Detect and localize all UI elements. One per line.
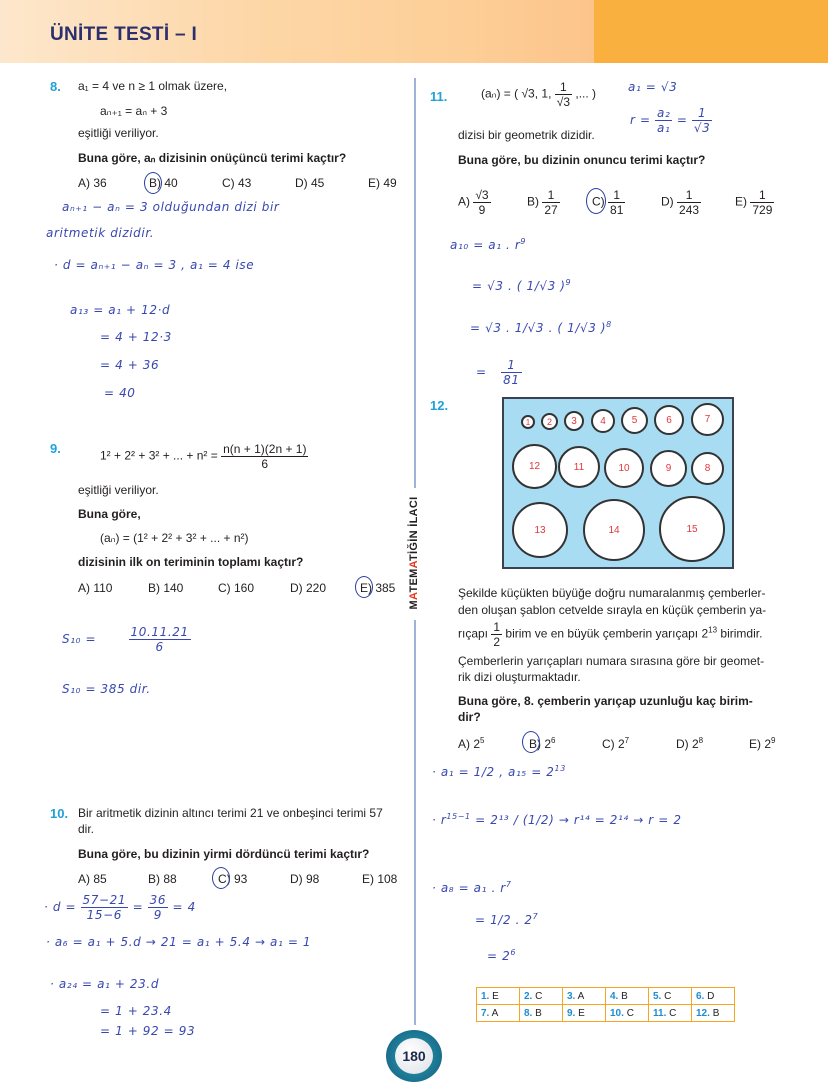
handwritten-work: a₁₃ = a₁ + 12·d — [70, 303, 171, 317]
answer-key-row — [477, 1005, 735, 1022]
question-text: rik dizi oluşturmaktadır. — [458, 670, 581, 684]
answer-mark-circle — [144, 172, 162, 194]
option-e[interactable]: E) 108 — [362, 872, 398, 886]
answer-key-cell: 3. A — [563, 988, 606, 1005]
question-text: eşitliği veriliyor. — [78, 483, 159, 497]
option-c[interactable]: C) 160 — [218, 581, 255, 595]
answer-key-cell: 9. E — [563, 1005, 606, 1022]
formula: (aₙ) = ( √3, 1, $\frac{1}{√3}$ ,... ) — [481, 80, 597, 109]
handwritten-work: = 40 — [104, 386, 136, 400]
answer-key-table — [476, 987, 735, 1022]
question-number: 9. — [50, 441, 61, 456]
question-text: den oluşan şablon cetvelde sırayla en küçük çemberin ya- — [458, 603, 767, 617]
question-prompt: Buna göre, bu dizinin yirmi dördüncü terimi kaçtır? — [78, 847, 370, 861]
option-e[interactable]: E) $2^9$ — [749, 736, 776, 751]
fraction: $\frac{n(n + 1)(2n + 1)}{6}$ — [223, 442, 307, 471]
question-number: 12. — [430, 398, 449, 413]
handwritten-work: = 1 + 23.4 — [100, 1004, 172, 1018]
handwritten-work: = 1/2 . $2^7$ — [475, 912, 539, 927]
handwritten-work: aₙ₊₁ − aₙ = 3 olduğundan dizi bir — [62, 200, 280, 214]
answer-key-row — [477, 988, 735, 1005]
handwritten-work: S₁₀ = 385 dir. — [62, 682, 151, 696]
circle-12: 12 — [512, 444, 557, 489]
option-b[interactable]: B) 140 — [148, 581, 184, 595]
answer-mark-circle — [355, 576, 373, 598]
circle-9: 9 — [650, 450, 687, 487]
answer-mark-circle — [212, 867, 230, 889]
option-a[interactable]: A) $2^5$ — [458, 736, 485, 751]
question-number: 10. — [50, 806, 69, 821]
page-number: 180 — [395, 1038, 433, 1074]
handwritten-work: = 4 + 36 — [100, 358, 160, 372]
answer-key-cell: 6. D — [692, 988, 735, 1005]
header-accent-block — [594, 0, 828, 63]
circle-8: 8 — [691, 452, 724, 485]
circle-13: 13 — [512, 502, 568, 558]
handwritten-work: = $\frac{1}{81}$ — [476, 358, 520, 387]
question-text: dir. — [78, 822, 95, 836]
answer-key-cell: 10. C — [606, 1005, 649, 1022]
option-b[interactable]: B) $2^6$ — [529, 736, 556, 751]
handwritten-work: a₁ = √3 — [628, 80, 678, 94]
handwritten-work: = 4 + 12·3 — [100, 330, 172, 344]
page-header — [0, 0, 828, 63]
option-b[interactable]: B) 40 — [149, 176, 178, 190]
handwritten-work: · d = aₙ₊₁ − aₙ = 3 , a₁ = 4 ise — [54, 258, 255, 272]
handwritten-work: · d = $\frac{57-21}{15-6}$ = $\frac{36}{9}$ = 4 — [44, 893, 196, 922]
handwritten-work: · $r^{15-1} = 2^{13} / (1/2) \to r^{14} = 2^{14} \to r = 2$ — [432, 812, 682, 827]
answer-key-cell: 4. B — [606, 988, 649, 1005]
page-title: ÜNİTE TESTİ – I — [50, 24, 198, 45]
option-d[interactable]: D) 45 — [295, 176, 325, 190]
question-text: a₁ = 4 ve n ≥ 1 olmak üzere, — [78, 79, 228, 93]
handwritten-work: = 1 + 92 = 93 — [100, 1024, 196, 1038]
option-c[interactable]: C) $2^7$ — [602, 736, 630, 751]
answer-mark-circle — [522, 731, 540, 753]
circle-6: 6 — [654, 405, 684, 435]
answer-key-cell: 12. B — [692, 1005, 735, 1022]
handwritten-work: S₁₀ = $\frac{10.11.21}{6}$ — [62, 625, 189, 654]
answer-key-cell: 1. E — [477, 988, 520, 1005]
formula — [100, 442, 308, 471]
handwritten-work: aritmetik dizidir. — [46, 226, 155, 240]
question-prompt: Buna göre, bu dizinin onuncu terimi kaçtır? — [458, 153, 706, 167]
option-c[interactable]: C) $\frac{1}{81}$ — [592, 188, 624, 217]
option-b[interactable]: B) $\frac{1}{27}$ — [527, 188, 558, 217]
answer-key-cell: 2. C — [520, 988, 563, 1005]
option-a[interactable]: A) 36 — [78, 176, 107, 190]
option-c[interactable]: C) 43 — [222, 176, 252, 190]
question-prompt: dir? — [458, 710, 481, 724]
circle-1: 1 — [521, 415, 535, 429]
question-text: dizisi bir geometrik dizidir. — [458, 128, 595, 142]
circle-4: 4 — [591, 409, 615, 433]
handwritten-work: = $2^6$ — [487, 948, 517, 963]
brand-vertical-text: MATEMATİĞİN İLACI — [408, 496, 420, 610]
circle-7: 7 — [691, 403, 724, 436]
circle-3: 3 — [564, 411, 584, 431]
handwritten-work: · a₆ = a₁ + 5.d → 21 = a₁ + 5.4 → a₁ = 1 — [46, 935, 312, 949]
question-text: Bir aritmetik dizinin altıncı terimi 21 ve onbeşinci terimi 57 — [78, 806, 383, 820]
question-text: eşitliği veriliyor. — [78, 126, 159, 140]
circle-15: 15 — [659, 496, 725, 562]
option-d[interactable]: D) $\frac{1}{243}$ — [661, 188, 700, 217]
page-number-badge — [386, 1030, 442, 1082]
circle-5: 5 — [621, 407, 648, 434]
formula: aₙ₊₁ = aₙ + 3 — [100, 104, 168, 118]
column-divider — [414, 78, 416, 488]
option-b[interactable]: B) 88 — [148, 872, 177, 886]
handwritten-work: r = $\frac{\text{a₂}}{\text{a₁}}$ = $\frac{1}{√3}$ — [630, 106, 711, 135]
handwritten-work: · a₂₄ = a₁ + 23.d — [50, 977, 160, 991]
question-prompt: Buna göre, 8. çemberin yarıçap uzunluğu kaç birim- — [458, 694, 753, 708]
circle-10: 10 — [604, 448, 644, 488]
question-text: Şekilde küçükten büyüğe doğru numaralanmış çemberler- — [458, 586, 766, 600]
option-d[interactable]: D) 220 — [290, 581, 327, 595]
answer-key-cell: 8. B — [520, 1005, 563, 1022]
option-a[interactable]: A) 85 — [78, 872, 107, 886]
answer-key-cell: 5. C — [649, 988, 692, 1005]
question-prompt: Buna göre, — [78, 507, 141, 521]
circle-2: 2 — [541, 413, 558, 430]
question-text: Çemberlerin yarıçapları numara sırasına göre bir geomet- — [458, 654, 765, 668]
question-prompt: Buna göre, aₙ dizisinin onüçüncü terimi kaçtır? — [78, 151, 347, 165]
formula: (aₙ) = (1² + 2² + 3² + ... + n²) — [100, 531, 249, 545]
handwritten-work: · a₈ = a₁ . $r^7$ — [432, 880, 512, 895]
option-e[interactable]: E) 385 — [360, 581, 396, 595]
column-divider — [414, 620, 416, 1025]
circle-template-figure — [502, 397, 734, 569]
circle-14: 14 — [583, 499, 645, 561]
answer-key-cell: 7. A — [477, 1005, 520, 1022]
handwritten-work: = √3 . ( 1/√3 )$^9$ — [472, 278, 572, 293]
option-e[interactable]: E) 49 — [368, 176, 397, 190]
answer-key-cell: 11. C — [649, 1005, 692, 1022]
circle-11: 11 — [558, 446, 600, 488]
question-number: 8. — [50, 79, 61, 94]
handwritten-work: = √3 . 1/√3 . ( 1/√3 )$^8$ — [470, 320, 612, 335]
handwritten-work: a₁₀ = a₁ . $r^9$ — [450, 237, 527, 252]
formula-lhs: 1² + 2² + 3² + ... + n² = — [100, 448, 218, 463]
option-d[interactable]: D) $2^8$ — [676, 736, 704, 751]
question-prompt: dizisinin ilk on teriminin toplamı kaçtır? — [78, 555, 304, 569]
option-a[interactable]: A) $\frac{√3}{9}$ — [458, 188, 489, 217]
answer-mark-circle — [586, 188, 606, 214]
handwritten-work: · a₁ = 1/2 , $a_{15} = 2^{13}$ — [432, 764, 566, 779]
option-d[interactable]: D) 98 — [290, 872, 320, 886]
option-c[interactable]: C) 93 — [218, 872, 248, 886]
question-text: rıçapı $\frac{1}{2}$ birim ve en büyük çemberin yarıçapı $2^{13}$ birimdir. — [458, 620, 763, 649]
question-number: 11. — [430, 89, 448, 104]
option-e[interactable]: E) $\frac{1}{729}$ — [735, 188, 773, 217]
option-a[interactable]: A) 110 — [78, 581, 113, 595]
